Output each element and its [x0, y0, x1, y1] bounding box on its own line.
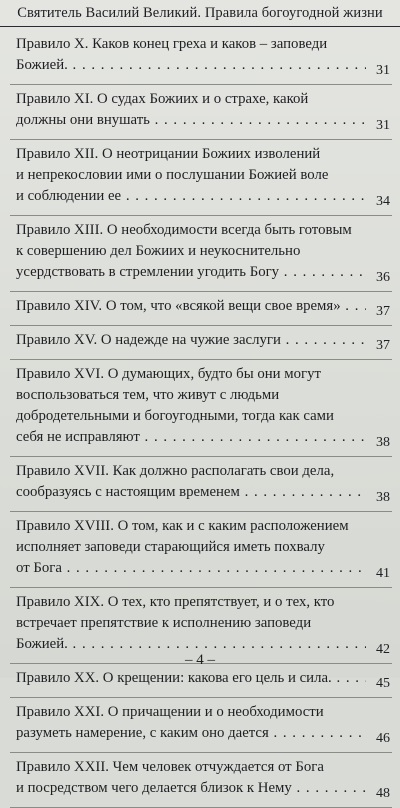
toc-entry-title — [16, 144, 366, 207]
toc-entry — [10, 30, 392, 85]
toc-page-number: 46 — [376, 731, 390, 746]
toc-entry-line: от Бога . . . — [16, 558, 366, 579]
toc-entry — [10, 512, 392, 588]
toc-entry-title — [16, 364, 366, 448]
toc-page-number: 31 — [376, 118, 390, 133]
toc-entry-line: исполняет заповеди старающийся иметь похвалу — [16, 539, 325, 555]
toc-entry-line: Правило XIV. О том, что «всякой вещи свое время» . . . — [16, 296, 366, 317]
toc-entry-line: Правило XVII. Как должно располагать свои дела, — [16, 463, 335, 479]
toc-entry-title — [16, 89, 366, 131]
toc-entry-title — [16, 330, 366, 351]
toc-entry-line: Божией. . . . — [16, 55, 366, 76]
toc-entry-line: должны они внушать . . . — [16, 110, 366, 131]
toc-entry — [10, 140, 392, 216]
toc-entry-line: разуметь намерение, с каким оно дается . . . — [16, 723, 366, 744]
toc-entry-line: себя не исправляют . . . — [16, 427, 366, 448]
toc-entry-line: Божией. . . . — [16, 634, 366, 655]
toc-entry-line: Правило XIII. О необходимости всегда быть готовым — [16, 222, 352, 238]
toc-page-number: 36 — [376, 270, 390, 285]
toc-entry-line: и посредством чего делается близок к Нему . . . — [16, 778, 366, 799]
toc-entry — [10, 457, 392, 512]
toc-entry-title — [16, 592, 366, 655]
toc-entry-line: Правило XVI. О думающих, будто бы они могут — [16, 366, 321, 382]
toc-entry-line: Правило XIX. О тех, кто препятствует, и о тех, кто — [16, 594, 335, 610]
toc-entry-line: Правило XV. О надежде на чужие заслуги . . . — [16, 330, 366, 351]
toc-entry-line: встречает препятствие к исполнению заповеди — [16, 615, 312, 631]
toc-entry-line: Правило XI. О судах Божиих и о страхе, какой — [16, 91, 309, 107]
toc-page-number: 38 — [376, 490, 390, 505]
toc-page-number: 38 — [376, 435, 390, 450]
toc-entry — [10, 326, 392, 360]
toc-entry-title — [16, 220, 366, 283]
toc-entry-line: к совершению дел Божиих и неукоснительно — [16, 243, 301, 259]
toc-entry-line: усердствовать в стремлении угодить Богу . . . — [16, 262, 366, 283]
toc-entry — [10, 292, 392, 326]
toc-entry-line: и непрекословии ими о послушании Божией воле — [16, 167, 329, 183]
toc-page-number: 37 — [376, 304, 390, 319]
toc-entry — [10, 85, 392, 140]
toc-entry-line: Правило X. Каков конец греха и каков – заповеди — [16, 36, 328, 52]
running-header: Святитель Василий Великий. Правила богоугодной жизни — [0, 0, 400, 27]
table-of-contents — [0, 30, 400, 801]
toc-page-number: 41 — [376, 566, 390, 581]
toc-page-number: 42 — [376, 642, 390, 657]
toc-page-number: 37 — [376, 338, 390, 353]
toc-entry-title — [16, 296, 366, 317]
toc-entry-title — [16, 461, 366, 503]
toc-entry-line: воспользоваться тем, что живут с людьми — [16, 387, 280, 403]
toc-entry-line: Правило XVIII. О том, как и с каким расположением — [16, 518, 349, 534]
toc-entry-line: сообразуясь с настоящим временем . . . — [16, 482, 366, 503]
toc-entry — [10, 360, 392, 457]
page-number-footer: – 4 – — [185, 652, 215, 668]
toc-entry — [10, 753, 392, 808]
toc-page-number: 48 — [376, 786, 390, 801]
toc-entry-line: Правило XXI. О причащении и о необходимости — [16, 704, 324, 720]
toc-page-number: 45 — [376, 676, 390, 691]
toc-entry-line: Правило XXII. Чем человек отчуждается от Бога — [16, 759, 324, 775]
toc-entry-line: и соблюдении ее . . . — [16, 186, 366, 207]
toc-entry-line: Правило XII. О неотрицании Божиих изволений — [16, 146, 321, 162]
toc-entry-title — [16, 668, 366, 689]
toc-entry-title — [16, 702, 366, 744]
toc-page-number: 34 — [376, 194, 390, 209]
toc-entry-line: Правило XX. О крещении: какова его цель и сила. . . . — [16, 668, 366, 689]
toc-entry-title — [16, 34, 366, 76]
toc-entry — [10, 216, 392, 292]
toc-entry — [10, 698, 392, 753]
toc-entry-title — [16, 516, 366, 579]
toc-entry-line: добродетельными и богоугодными, тогда как сами — [16, 408, 334, 424]
toc-page-number: 31 — [376, 63, 390, 78]
toc-entry-title — [16, 757, 366, 799]
